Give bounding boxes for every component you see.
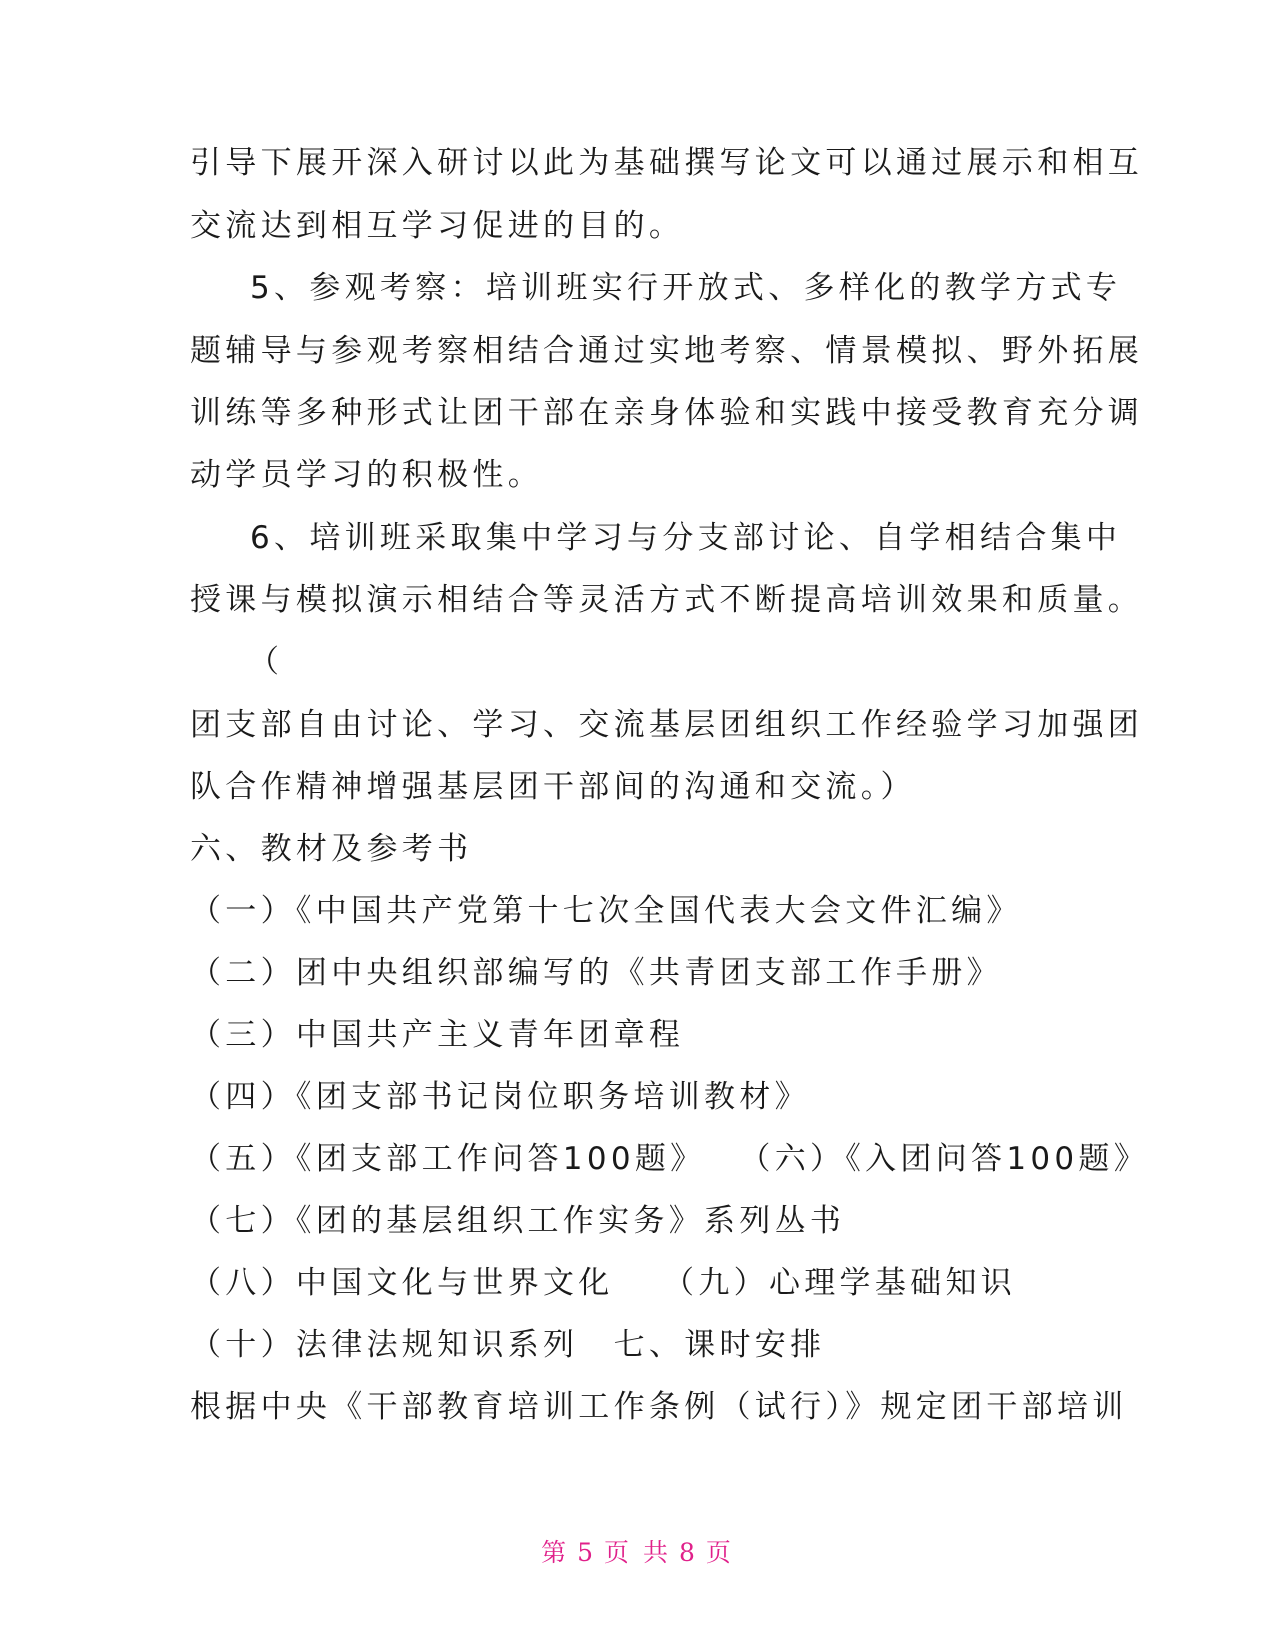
list-item: （三）中国共产主义青年团章程 [190,1017,685,1053]
list-item: （五）《团支部工作问答100题》 （六）《入团问答100题》 [190,1141,1149,1177]
text-line: （ [248,644,284,680]
text-line: 动学员学习的积极性。 [190,457,543,493]
page-footer [0,1533,1275,1569]
section-heading: 六、教材及参考书 [190,831,473,867]
text-line: 交流达到相互学习促进的目的。 [190,208,685,244]
text-line: 队合作精神增强基层团干部间的沟通和交流。） [190,769,916,805]
list-item: （二）团中央组织部编写的《共青团支部工作手册》 [190,955,1002,991]
text-line: 6、培训班采取集中学习与分支部讨论、自学相结合集中 [250,520,1122,556]
text-line: 根据中央《干部教育培训工作条例（试行）》规定团干部培训 [190,1389,1128,1425]
text-line: 训练等多种形式让团干部在亲身体验和实践中接受教育充分调 [190,395,1144,431]
footer-middle: 页 共 [604,1538,671,1567]
text-line: 引导下展开深入研讨以此为基础撰写论文可以通过展示和相互 [190,145,1144,181]
list-item: （一）《中国共产党第十七次全国代表大会文件汇编》 [190,893,1022,929]
text-line: 5、参观考察：培训班实行开放式、多样化的教学方式专 [250,270,1122,306]
list-item: （八）中国文化与世界文化 （九）心理学基础知识 [190,1265,1017,1301]
footer-prefix: 第 [541,1538,570,1567]
text-line: 题辅导与参观考察相结合通过实地考察、情景模拟、野外拓展 [190,333,1144,369]
list-item: （七）《团的基层组织工作实务》系列丛书 [190,1203,846,1239]
footer-suffix: 页 [705,1538,734,1567]
current-page-number: 5 [577,1538,597,1567]
text-line: 授课与模拟演示相结合等灵活方式不断提高培训效果和质量。 [190,582,1144,618]
total-page-number: 8 [678,1538,698,1567]
list-item: （四）《团支部书记岗位职务培训教材》 [190,1079,810,1115]
list-item: （十）法律法规知识系列 七、课时安排 [190,1327,826,1363]
text-line: 团支部自由讨论、学习、交流基层团组织工作经验学习加强团 [190,707,1144,743]
